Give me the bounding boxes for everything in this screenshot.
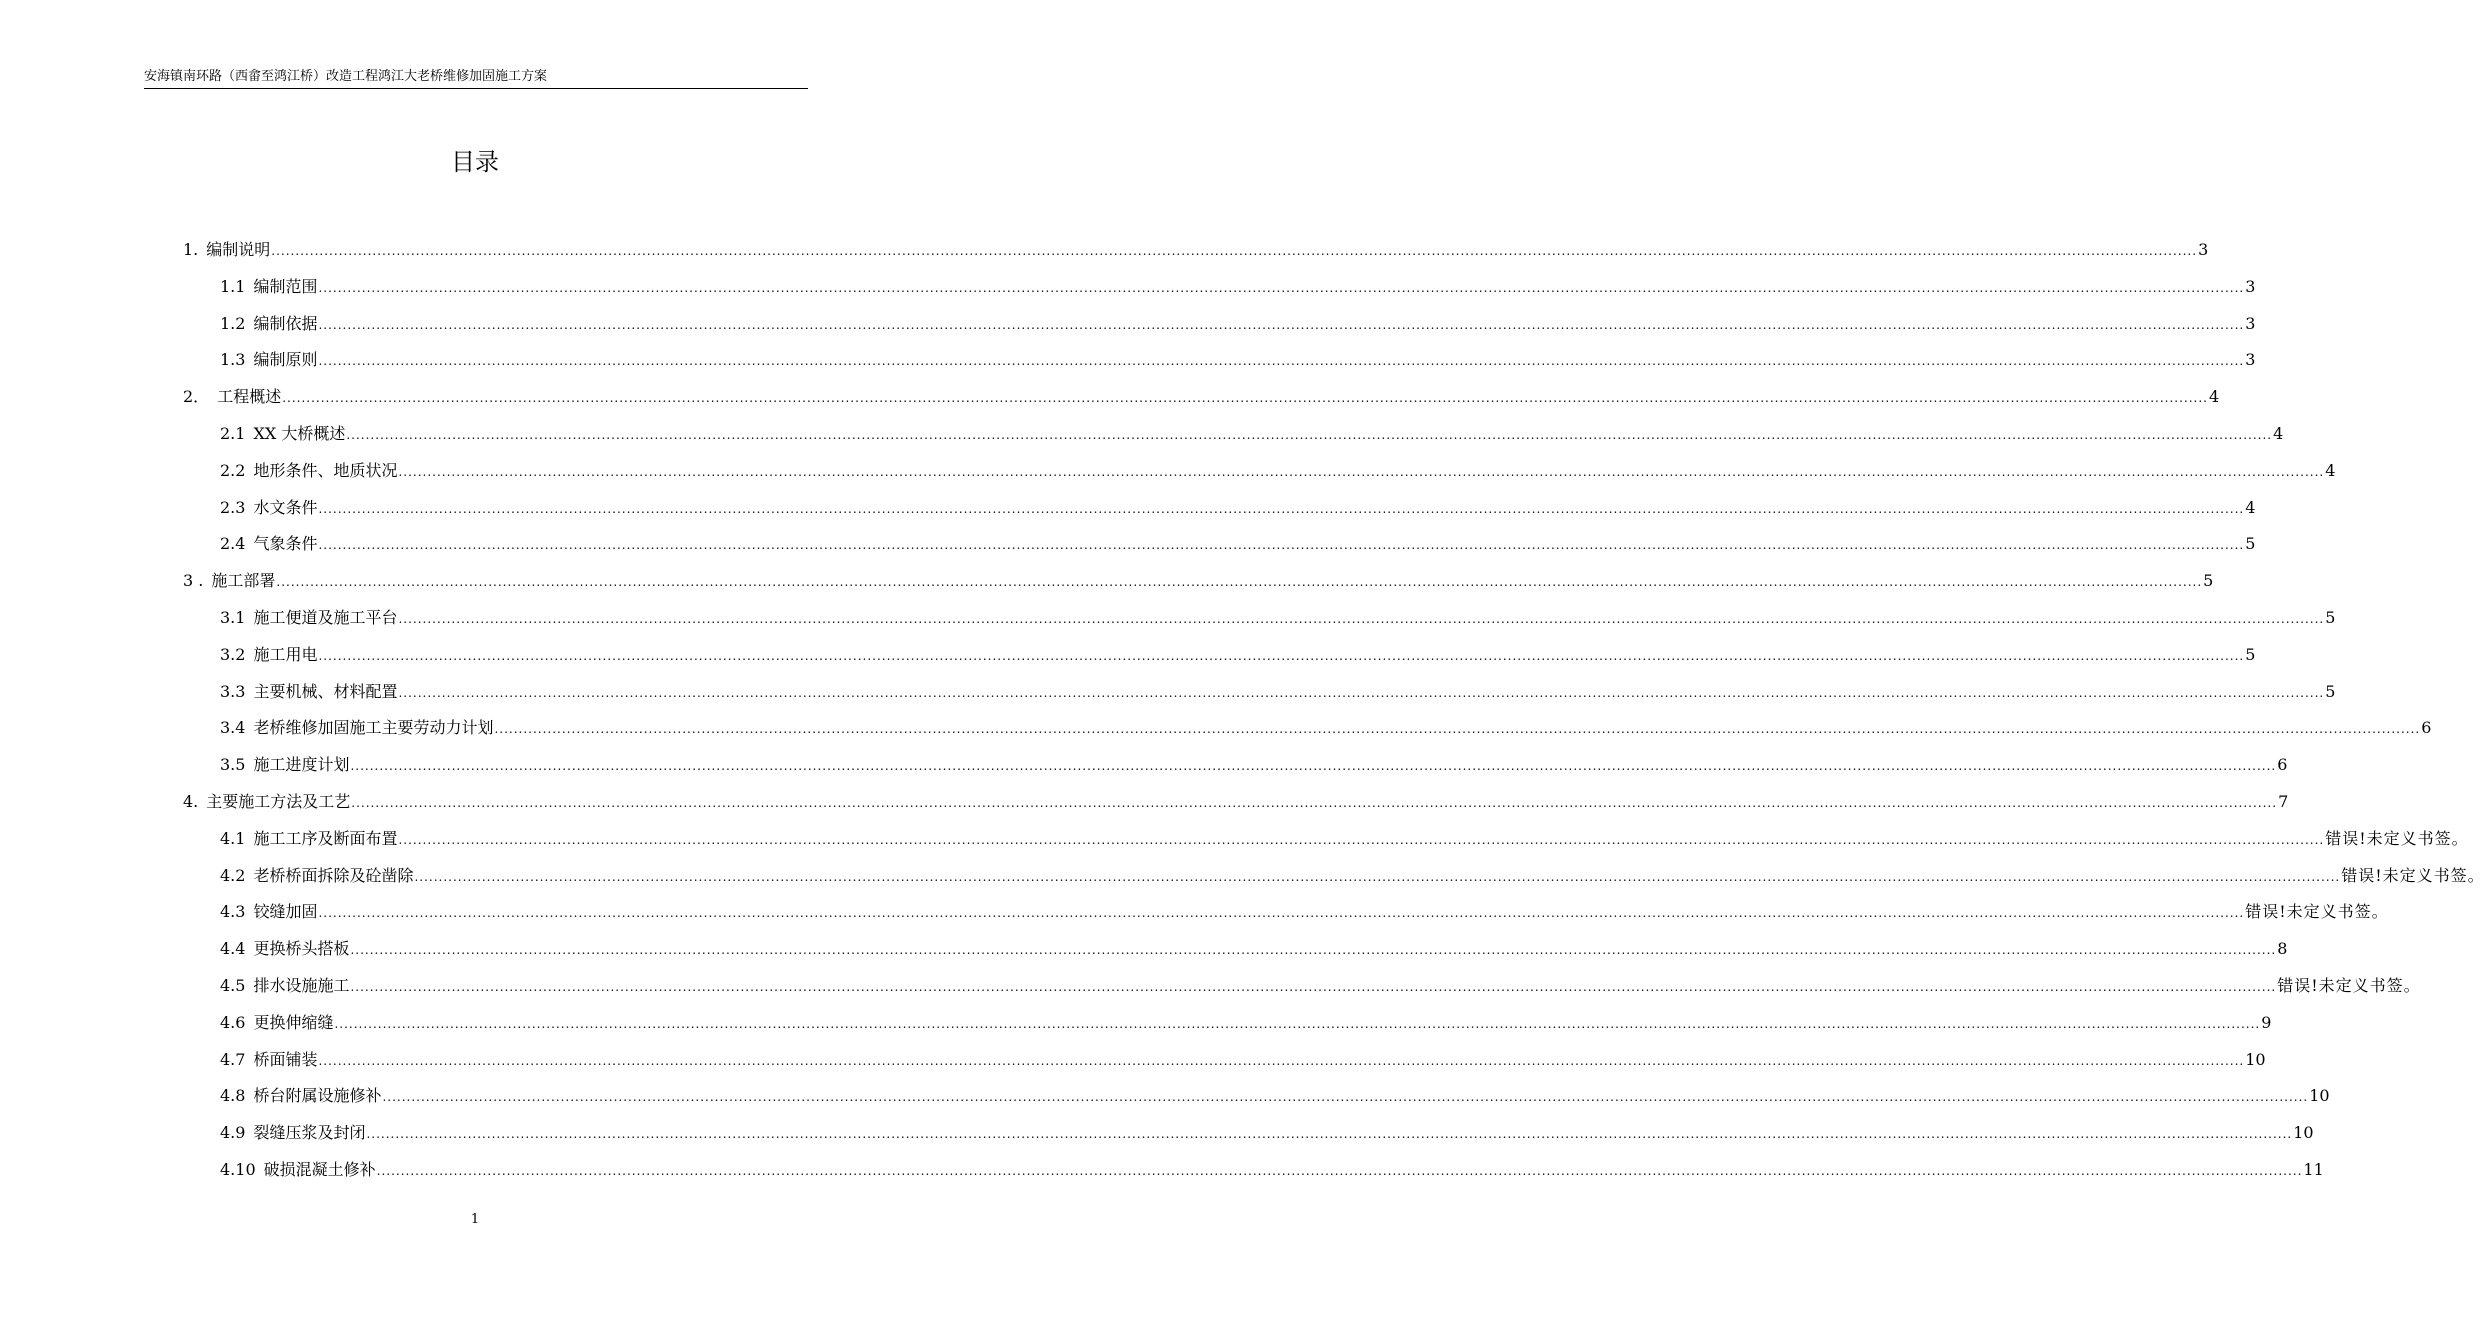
toc-entry-number: 4.4 <box>220 939 246 959</box>
toc-entry-page: 3 <box>2245 350 2256 370</box>
toc-entry-page: 8 <box>2277 939 2288 959</box>
toc-entry-page: 9 <box>2261 1012 2272 1032</box>
toc-entry[interactable] <box>183 858 2485 895</box>
toc-entry[interactable] <box>183 931 2288 968</box>
toc-entry-page: 6 <box>2277 755 2288 775</box>
toc-dot-leader: ................................................................................................................................................................................................................................................................................................................................................................................................................ <box>366 1127 2293 1142</box>
toc-entry[interactable] <box>183 674 2336 711</box>
toc-dot-leader: ................................................................................................................................................................................................................................................................................................................................................................................................................ <box>271 244 2198 258</box>
toc-entry-page: 4 <box>2325 460 2336 480</box>
toc-entry-number: 4.2 <box>220 865 246 885</box>
toc-entry-title: 编制范围 <box>253 276 318 296</box>
toc-entry-page: 错误!未定义书签。 <box>2325 828 2469 848</box>
toc-dot-leader: ................................................................................................................................................................................................................................................................................................................................................................................................................ <box>350 979 2277 994</box>
toc-entry-title: 施工用电 <box>253 644 318 664</box>
toc-entry-title: 编制依据 <box>253 313 318 333</box>
toc-dot-leader: ................................................................................................................................................................................................................................................................................................................................................................................................................ <box>318 1053 2245 1068</box>
toc-entry-title: 排水设施施工 <box>253 975 350 995</box>
toc-entry-title: 更换伸缩缝 <box>253 1012 334 1032</box>
toc-entry-title: 施工便道及施工平台 <box>253 607 398 627</box>
toc-entry-title: 编制说明 <box>206 240 271 259</box>
page-number: 1 <box>470 1212 480 1227</box>
toc-dot-leader: ................................................................................................................................................................................................................................................................................................................................................................................................................ <box>318 538 2245 553</box>
toc-dot-leader: ................................................................................................................................................................................................................................................................................................................................................................................................................ <box>350 943 2277 958</box>
toc-entry-title: XX 大桥概述 <box>253 423 346 443</box>
toc-dot-leader: ................................................................................................................................................................................................................................................................................................................................................................................................................ <box>382 1090 2309 1105</box>
toc-entry-number: 3.1 <box>220 607 246 627</box>
toc-entry-number: 2.3 <box>220 497 246 517</box>
toc-entry-title: 水文条件 <box>253 497 318 517</box>
toc-entry-page: 3 <box>2245 313 2256 333</box>
toc-entry-page: 错误!未定义书签。 <box>2245 902 2389 922</box>
toc-entry-title: 编制原则 <box>253 350 318 370</box>
toc-entry[interactable] <box>183 1115 2314 1152</box>
toc-entry-title: 裂缝压浆及封闭 <box>253 1123 366 1143</box>
toc-entry[interactable] <box>183 269 2256 306</box>
toc-entry-number: 4.6 <box>220 1012 246 1032</box>
toc-entry[interactable] <box>183 379 2220 416</box>
toc-entry-number: 4. <box>183 791 199 811</box>
toc-entry-page: 3 <box>2245 276 2256 296</box>
toc-entry-title: 地形条件、地质状况 <box>253 460 398 480</box>
toc-entry[interactable] <box>183 600 2336 637</box>
toc-entry-page: 4 <box>2273 423 2284 443</box>
toc-entry-number: 3.3 <box>220 681 246 701</box>
toc-entry-page: 4 <box>2245 497 2256 517</box>
toc-entry-number: 3.5 <box>220 755 246 775</box>
toc-dot-leader: ................................................................................................................................................................................................................................................................................................................................................................................................................ <box>398 611 2325 626</box>
toc-entry[interactable] <box>183 1078 2330 1115</box>
toc-entry-number: 1.2 <box>220 313 246 333</box>
toc-entry-page: 3 <box>2198 240 2209 259</box>
toc-dot-leader: ................................................................................................................................................................................................................................................................................................................................................................................................................ <box>318 648 2245 663</box>
toc-entry-number: 2.4 <box>220 534 246 554</box>
toc-entry[interactable] <box>183 747 2288 784</box>
toc-entry-page: 5 <box>2203 571 2214 591</box>
toc-entry[interactable] <box>183 453 2336 490</box>
toc-entry[interactable] <box>183 232 2209 269</box>
toc-dot-leader: ................................................................................................................................................................................................................................................................................................................................................................................................................ <box>350 759 2277 774</box>
toc-entry-title: 破损混凝土修补 <box>263 1159 376 1179</box>
toc-entry-number: 3.2 <box>220 644 246 664</box>
running-header-text: 安海镇南环路（西畲至鸿江桥）改造工程鸿江大老桥维修加固施工方案 <box>144 69 548 84</box>
toc-dot-leader: ................................................................................................................................................................................................................................................................................................................................................................................................................ <box>318 354 2245 369</box>
toc-entry[interactable] <box>183 1152 2324 1189</box>
running-header <box>144 68 808 89</box>
toc-entry-title: 气象条件 <box>253 534 318 554</box>
toc-entry[interactable] <box>183 637 2256 674</box>
toc-entry-number: 3 . <box>183 571 204 591</box>
toc-entry[interactable] <box>183 306 2256 343</box>
toc-dot-leader: ................................................................................................................................................................................................................................................................................................................................................................................................................ <box>414 869 2341 884</box>
toc-entry-page: 错误!未定义书签。 <box>2341 865 2485 885</box>
toc-entry-title: 铰缝加固 <box>253 902 318 922</box>
toc-entry-title: 桥面铺装 <box>253 1049 318 1069</box>
toc-dot-leader: ................................................................................................................................................................................................................................................................................................................................................................................................................ <box>318 501 2245 516</box>
toc-dot-leader: ................................................................................................................................................................................................................................................................................................................................................................................................................ <box>351 795 2278 810</box>
toc-entry-title: 施工部署 <box>211 571 276 591</box>
toc-entry-page: 错误!未定义书签。 <box>2277 975 2421 995</box>
toc-entry-title: 施工进度计划 <box>253 755 350 775</box>
toc-entry-number: 4.9 <box>220 1123 246 1143</box>
toc-entry-number: 2． <box>183 387 210 407</box>
table-of-contents <box>183 232 2485 1189</box>
toc-dot-leader: ................................................................................................................................................................................................................................................................................................................................................................................................................ <box>276 575 2203 590</box>
toc-dot-leader: ................................................................................................................................................................................................................................................................................................................................................................................................................ <box>282 391 2208 406</box>
toc-entry-number: 4.5 <box>220 975 246 995</box>
toc-entry-number: 4.8 <box>220 1086 246 1106</box>
toc-dot-leader: ................................................................................................................................................................................................................................................................................................................................................................................................................ <box>318 280 2245 295</box>
toc-entry-title: 老桥桥面拆除及砼凿除 <box>253 865 414 885</box>
toc-entry-title: 主要机械、材料配置 <box>253 681 398 701</box>
toc-entry-title: 施工工序及断面布置 <box>253 828 398 848</box>
toc-entry-page: 4 <box>2208 387 2220 407</box>
toc-dot-leader: ................................................................................................................................................................................................................................................................................................................................................................................................................ <box>398 685 2325 700</box>
toc-entry[interactable] <box>183 1005 2272 1042</box>
toc-entry-number: 1.3 <box>220 350 246 370</box>
toc-entry-title: 更换桥头搭板 <box>253 939 350 959</box>
toc-entry-title: 主要施工方法及工艺 <box>206 791 351 811</box>
toc-title: 目录 <box>451 148 499 176</box>
toc-entry[interactable] <box>183 710 2432 747</box>
toc-entry-title: 工程概述 <box>217 387 282 407</box>
toc-dot-leader: ................................................................................................................................................................................................................................................................................................................................................................................................................ <box>376 1163 2303 1178</box>
toc-dot-leader: ................................................................................................................................................................................................................................................................................................................................................................................................................ <box>318 317 2245 332</box>
toc-entry-page: 7 <box>2278 791 2289 811</box>
toc-entry-number: 2.2 <box>220 460 246 480</box>
toc-dot-leader: ................................................................................................................................................................................................................................................................................................................................................................................................................ <box>398 464 2325 479</box>
toc-entry[interactable] <box>183 894 2389 931</box>
toc-entry-page: 5 <box>2245 534 2256 554</box>
toc-entry[interactable] <box>183 342 2256 379</box>
toc-entry[interactable] <box>183 526 2256 563</box>
toc-entry-page: 5 <box>2325 607 2336 627</box>
toc-entry[interactable] <box>183 416 2284 453</box>
toc-entry-page: 5 <box>2325 681 2336 701</box>
toc-entry-page: 10 <box>2293 1123 2314 1143</box>
toc-entry-number: 4.7 <box>220 1049 246 1069</box>
toc-entry-page: 5 <box>2245 644 2256 664</box>
toc-dot-leader: ................................................................................................................................................................................................................................................................................................................................................................................................................ <box>334 1016 2261 1031</box>
toc-entry[interactable] <box>183 490 2256 527</box>
toc-entry[interactable] <box>183 784 2289 821</box>
toc-entry-page: 10 <box>2245 1049 2266 1069</box>
toc-entry-page: 6 <box>2421 718 2432 738</box>
toc-entry-number: 1.1 <box>220 276 246 296</box>
toc-entry-number: 3.4 <box>220 718 246 738</box>
toc-dot-leader: ................................................................................................................................................................................................................................................................................................................................................................................................................ <box>494 722 2421 737</box>
toc-entry-title: 老桥维修加固施工主要劳动力计划 <box>253 718 494 738</box>
toc-entry-title: 桥台附属设施修补 <box>253 1086 382 1106</box>
toc-dot-leader: ................................................................................................................................................................................................................................................................................................................................................................................................................ <box>398 832 2325 847</box>
toc-entry-number: 1. <box>183 240 199 259</box>
toc-dot-leader: ................................................................................................................................................................................................................................................................................................................................................................................................................ <box>346 427 2273 442</box>
toc-entry-number: 4.10 <box>220 1159 256 1179</box>
toc-entry-number: 4.1 <box>220 828 246 848</box>
toc-entry[interactable] <box>183 1042 2266 1079</box>
toc-dot-leader: ................................................................................................................................................................................................................................................................................................................................................................................................................ <box>318 906 2245 921</box>
toc-entry-page: 10 <box>2309 1086 2330 1106</box>
toc-entry[interactable] <box>183 821 2469 858</box>
toc-entry-number: 4.3 <box>220 902 246 922</box>
toc-entry-number: 2.1 <box>220 423 246 443</box>
toc-entry[interactable] <box>183 968 2421 1005</box>
toc-entry-page: 11 <box>2303 1159 2324 1179</box>
toc-entry[interactable] <box>183 563 2214 600</box>
